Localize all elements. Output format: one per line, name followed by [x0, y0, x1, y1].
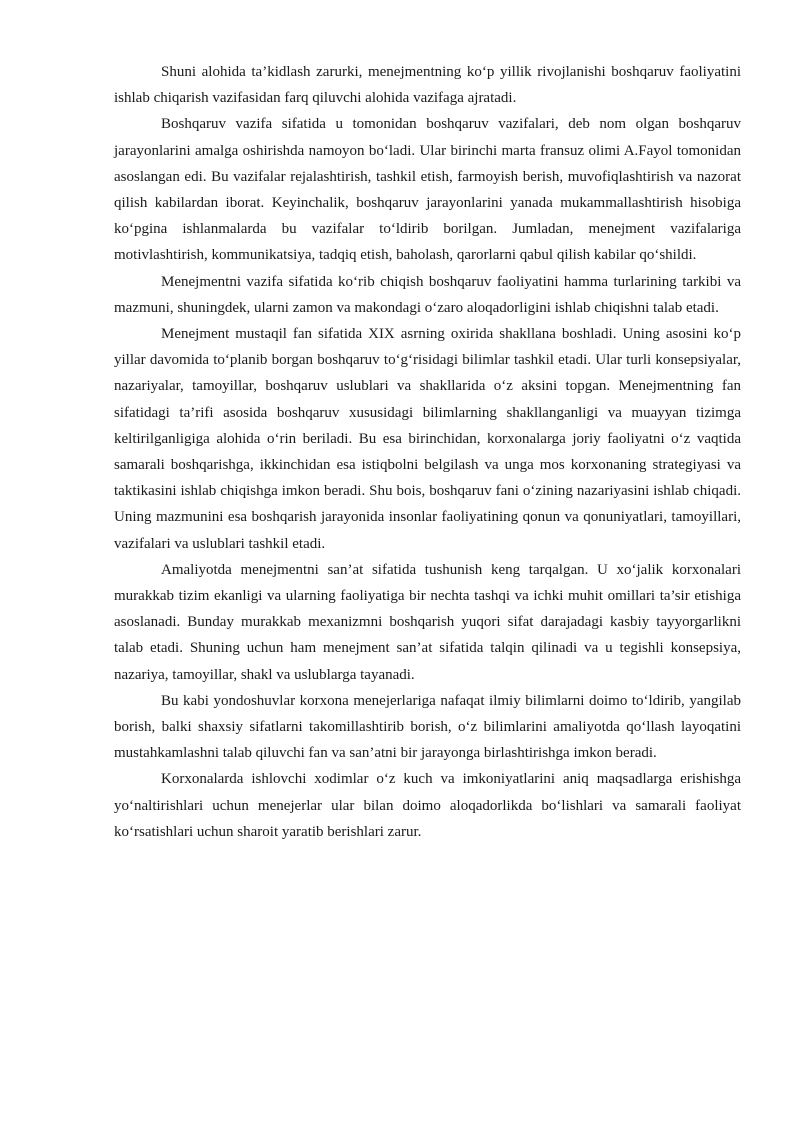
- paragraph: Amaliyotda menejmentni san’at sifatida tushunish keng tarqalgan. U xo‘jalik korxonalari murakkab tizim ekanligi va ularning faoliyatiga bir nechta tashqi va ichki muhit omillari ta’sir etishiga asoslanadi. Bunday murakkab mexanizmni boshqarish yuqori sifat darajadagi kasbiy tayyorgarlikni talab etadi. Shuning uchun ham menejment san’at sifatida talqin qilinadi va u tegishli konsepsiya, nazariya, tamoyillar, shakl va uslublarga tayanadi.: [114, 561, 741, 683]
- paragraph: Bu kabi yondoshuvlar korxona menejerlariga nafaqat ilmiy bilimlarni doimo to‘ldirib, yangilab borish, balki shaxsiy sifatlarni takomillashtirib borish, o‘z bilimlarini amaliyotda qo‘llash layoqatini mustahkamlashni talab qiluvchi fan va san’atni bir jarayonga birlashtirishga imkon beradi.: [114, 692, 741, 762]
- document-page: [114, 59, 741, 845]
- paragraph: Boshqaruv vazifa sifatida u tomonidan boshqaruv vazifalari, deb nom olgan boshqaruv jarayonlarini amalga oshirishda namoyon bo‘ladi. Ular birinchi marta fransuz olimi A.Fayol tomonidan asoslangan edi. Bu vazifalar rejalashtirish, tashkil etish, farmoyish berish, muvofiqlashtirish va nazorat qilish kabilardan iborat. Keyinchalik, boshqaruv jarayonlarini yanada mukammallashtirish hisobiga ko‘pgina ishlanmalarda bu vazifalar to‘ldirib borilgan. Jumladan, menejment vazifalariga motivlashtirish, kommunikatsiya, tadqiq etish, baholash, qarorlarni qabul qilish kabilar qo‘shildi.: [114, 116, 741, 264]
- paragraph: Menejmentni vazifa sifatida ko‘rib chiqish boshqaruv faoliyatini hamma turlarining tarkibi va mazmuni, shuningdek, ularni zamon va makondagi o‘zaro aloqadorligini ishlab chiqishni talab etadi.: [114, 273, 741, 316]
- paragraph: Korxonalarda ishlovchi xodimlar o‘z kuch va imkoniyatlarini aniq maqsadlarga erishishga yo‘naltirishlari uchun menejerlar ular bilan doimo aloqadorlikda bo‘lishlari va samarali faoliyat ko‘rsatishlari uchun sharoit yaratib berishlari zarur.: [114, 771, 741, 840]
- paragraph: Menejment mustaqil fan sifatida XIX asrning oxirida shakllana boshladi. Uning asosini ko‘p yillar davomida to‘planib borgan boshqaruv to‘g‘risidagi bilimlar tashkil etadi. Ular turli konsepsiyalar, nazariyalar, tamoyillar, boshqaruv uslublari va shakllarida o‘z aksini topgan. Menejmentning fan sifatidagi ta’rifi asosida boshqaruv xususidagi bilimlarning shakllanganligi va muayyan tizimga keltirilganligiga alohida o‘rin beriladi. Bu esa birinchidan, korxonalarga joriy faoliyatni o‘z vaqtida samarali boshqarishga, ikkinchidan esa istiqbolni belgilash va unga mos korxonaning strategiyasi va taktikasini ishlab chiqishga imkon beradi. Shu bois, boshqaruv fani o‘zining nazariyasini ishlab chiqadi. Uning mazmunini esa boshqarish jarayonida insonlar faoliyatining qonun va qonuniyatlari, tamoyillari, vazifalari va uslublari tashkil etadi.: [114, 326, 741, 552]
- paragraph: Shuni alohida ta’kidlash zarurki, menejmentning ko‘p yillik rivojlanishi boshqaruv faoliyatini ishlab chiqarish vazifasidan farq qiluvchi alohida vazifaga ajratadi.: [114, 64, 741, 107]
